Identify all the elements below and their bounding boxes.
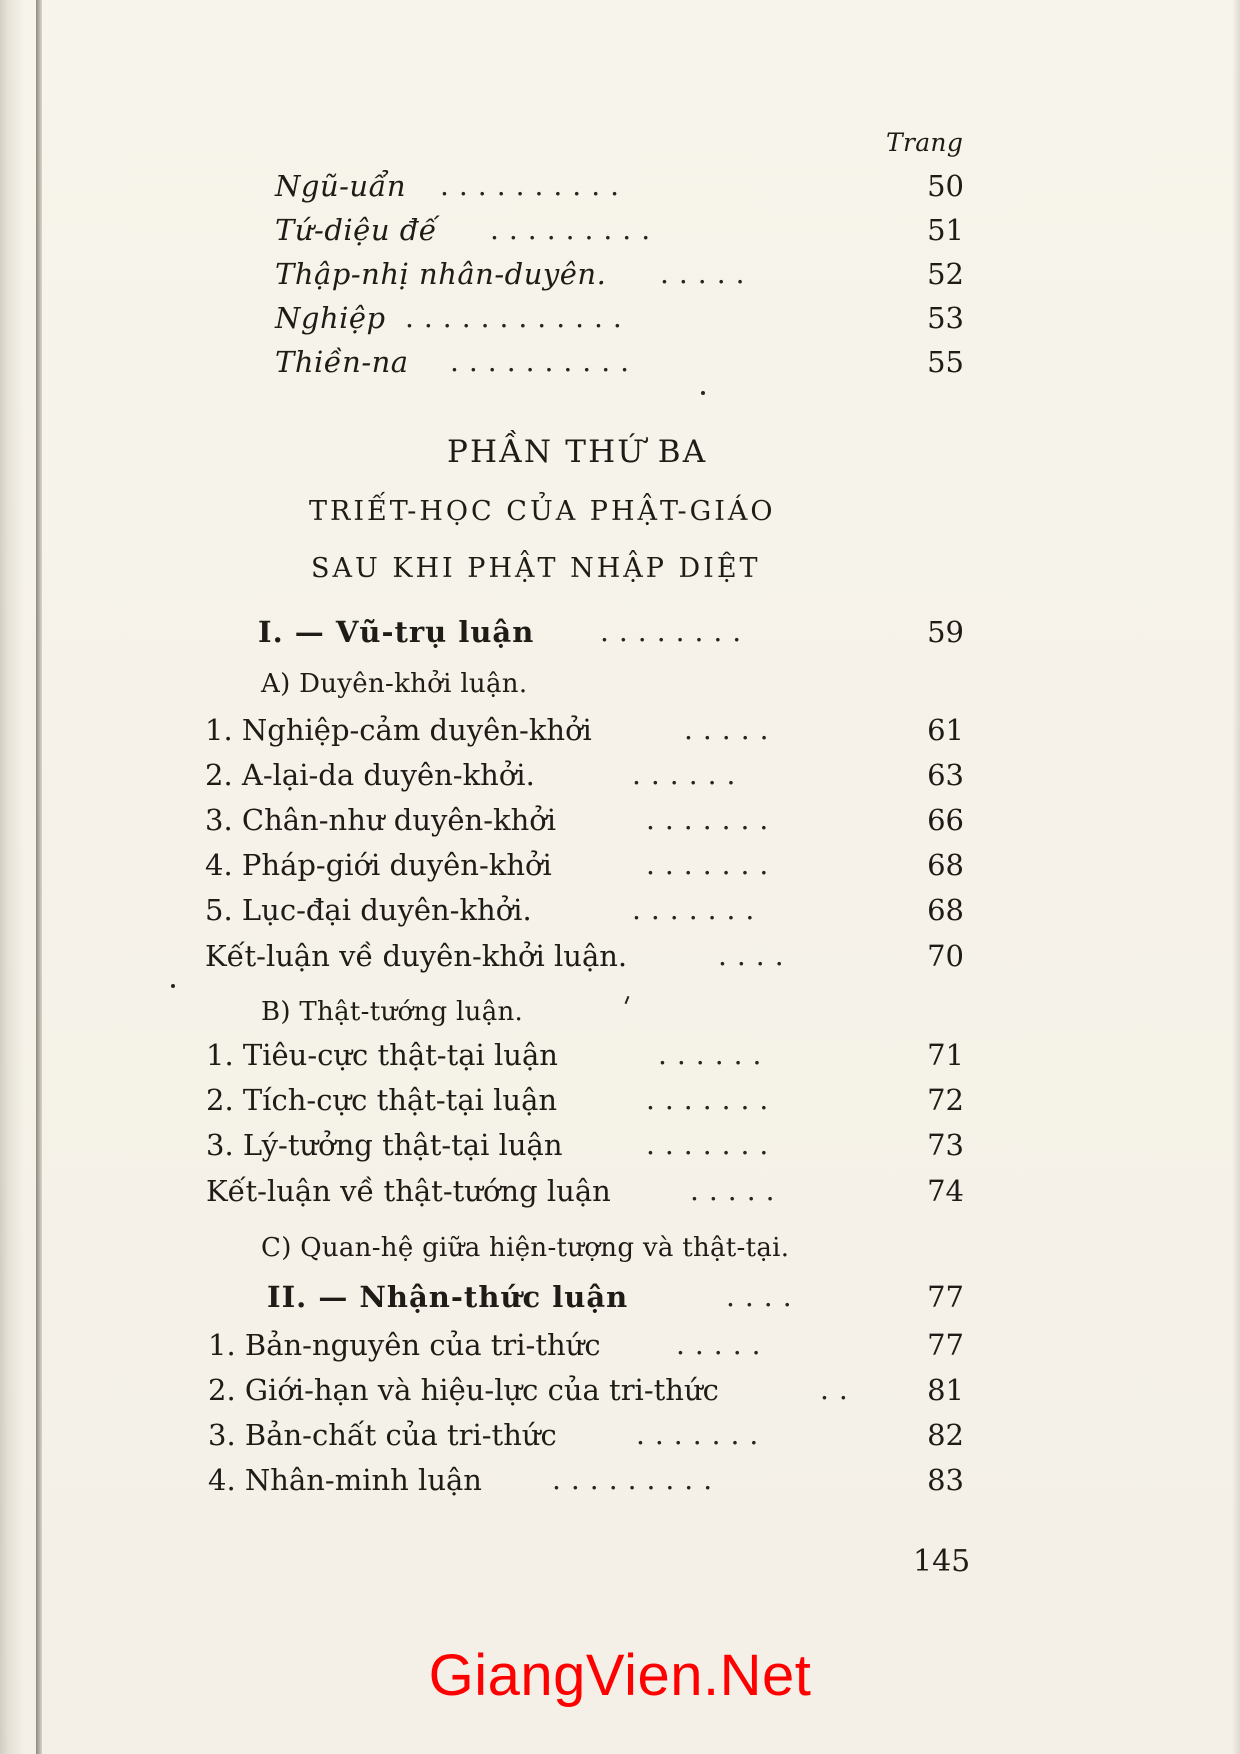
toc-entry-page: 50 — [927, 169, 964, 203]
subsection-c-label: C) Quan-hệ giữa hiện-tượng và thật-tại. — [261, 1233, 790, 1263]
toc-entry-page: 77 — [927, 1328, 964, 1362]
toc-entry-title: 1. Bản-nguyên của tri-thức — [208, 1328, 601, 1362]
toc-entry-list-a-conclusion — [0, 936, 1240, 976]
toc-entry-list-a-4 — [0, 845, 1240, 885]
watermark-text: GiangVien.Net — [428, 1643, 812, 1708]
toc-entry-page: 66 — [927, 803, 964, 837]
toc-entry-nghiep — [0, 298, 1240, 338]
toc-entry-page: 68 — [927, 893, 964, 927]
toc-entry-list-b-conclusion — [0, 1171, 1240, 1211]
toc-entry-leaders: ....... — [646, 848, 779, 881]
toc-entry-page: 70 — [927, 939, 964, 973]
toc-entry-title: 3. Bản-chất của tri-thức — [208, 1418, 557, 1452]
toc-entry-list-a-3 — [0, 800, 1240, 840]
section-title-line-2: SAU KHI PHẬT NHẬP DIỆT — [311, 553, 761, 584]
toc-entry-page: 74 — [927, 1174, 964, 1208]
toc-entry-title: Kết-luận về thật-tướng luận — [206, 1174, 611, 1208]
toc-entry-list-2-1 — [0, 1325, 1240, 1365]
toc-entry-leaders: ..... — [690, 1174, 785, 1207]
toc-entry-list-a-2 — [0, 755, 1240, 795]
toc-entry-title: 3. Chân-như duyên-khởi — [205, 803, 557, 837]
section-title-line-1: TRIẾT-HỌC CỦA PHẬT-GIÁO — [309, 496, 776, 527]
toc-entry-title: 4. Nhân-minh luận — [208, 1463, 482, 1497]
toc-entry-title: 1. Tiêu-cực thật-tại luận — [206, 1038, 558, 1072]
toc-entry-page: 68 — [927, 848, 964, 882]
toc-entry-page: 53 — [927, 301, 964, 335]
chapter-entry-leaders: .... — [726, 1280, 802, 1313]
print-speck — [701, 391, 705, 395]
toc-entry-page: 72 — [927, 1083, 964, 1117]
toc-entry-list-b-1 — [0, 1035, 1240, 1075]
toc-entry-page: 83 — [927, 1463, 964, 1497]
toc-entry-leaders: ....... — [646, 1128, 779, 1161]
toc-entry-leaders: ....... — [646, 803, 779, 836]
toc-entry-page: 71 — [927, 1038, 964, 1072]
page-column-label: Trang — [886, 128, 964, 157]
print-speck — [171, 984, 175, 988]
toc-entry-list-a-1 — [0, 710, 1240, 750]
toc-entry-page: 51 — [927, 213, 964, 247]
toc-entry-leaders: ......... — [490, 213, 661, 246]
toc-entry-page: 73 — [927, 1128, 964, 1162]
chapter-entry-page: 59 — [927, 615, 964, 649]
toc-entry-title: Thiền-na — [275, 345, 409, 379]
toc-entry-leaders: ............ — [405, 301, 632, 334]
toc-entry-title: Ngũ-uẩn — [275, 169, 407, 203]
toc-entry-ngu-uan — [0, 166, 1240, 206]
toc-entry-list-2-2 — [0, 1370, 1240, 1410]
part-heading: PHẦN THỨ BA — [447, 434, 708, 470]
toc-entry-tu-dieu-de — [0, 210, 1240, 250]
toc-entry-page: 61 — [927, 713, 964, 747]
toc-entry-title: Tứ-diệu đế — [275, 213, 438, 247]
toc-entry-leaders: ..... — [676, 1328, 771, 1361]
toc-entry-title: 1. Nghiệp-cảm duyên-khởi — [205, 713, 592, 747]
toc-entry-leaders: .. — [820, 1373, 858, 1406]
toc-entry-leaders: .......... — [450, 345, 640, 378]
toc-entry-title: 5. Lục-đại duyên-khởi. — [205, 893, 532, 927]
toc-entry-leaders: .... — [718, 939, 794, 972]
chapter-entry-page: 77 — [927, 1280, 964, 1314]
toc-entry-page: 81 — [927, 1373, 964, 1407]
toc-entry-title: Nghiệp — [275, 301, 386, 335]
toc-entry-list-2-3 — [0, 1415, 1240, 1455]
subsection-a-label: A) Duyên-khởi luận. — [261, 669, 528, 699]
chapter-entry-leaders: ........ — [600, 615, 752, 648]
toc-entry-thien-na — [0, 342, 1240, 382]
toc-entry-title: 4. Pháp-giới duyên-khởi — [205, 848, 552, 882]
chapter-entry-title: I. — Vũ-trụ luận — [258, 615, 535, 649]
print-mark — [625, 996, 630, 1004]
toc-entry-title: 2. A-lại-da duyên-khởi. — [205, 758, 535, 792]
toc-entry-list-a-5 — [0, 890, 1240, 930]
toc-entry-leaders: ...... — [632, 758, 746, 791]
chapter-entry-title: II. — Nhận-thức luận — [267, 1280, 629, 1314]
toc-entry-title: 2. Tích-cực thật-tại luận — [206, 1083, 558, 1117]
chapter-entry-vu-tru-luan — [0, 612, 1240, 652]
toc-entry-page: 52 — [927, 257, 964, 291]
toc-entry-leaders: ....... — [636, 1418, 769, 1451]
toc-entry-thap-nhi-nhan-duyen — [0, 254, 1240, 294]
toc-entry-leaders: ..... — [684, 713, 779, 746]
toc-entry-leaders: .......... — [440, 169, 630, 202]
toc-entry-leaders: ......... — [552, 1463, 723, 1496]
subsection-b-label: B) Thật-tướng luận. — [261, 997, 524, 1027]
toc-entry-leaders: ..... — [660, 257, 755, 290]
toc-entry-page: 55 — [927, 345, 964, 379]
toc-entry-leaders: ....... — [646, 1083, 779, 1116]
toc-entry-leaders: ....... — [632, 893, 765, 926]
toc-entry-page: 82 — [927, 1418, 964, 1452]
toc-entry-title: Kết-luận về duyên-khởi luận. — [205, 939, 628, 973]
toc-entry-leaders: ...... — [658, 1038, 772, 1071]
chapter-entry-nhan-thuc-luan — [0, 1277, 1240, 1317]
toc-entry-title: 3. Lý-tưởng thật-tại luận — [206, 1128, 563, 1162]
toc-entry-title: Thập-nhị nhân-duyên. — [275, 257, 607, 291]
toc-entry-list-b-2 — [0, 1080, 1240, 1120]
page-number: 145 — [913, 1544, 971, 1579]
toc-entry-title: 2. Giới-hạn và hiệu-lực của tri-thức — [208, 1373, 719, 1407]
toc-entry-list-2-4 — [0, 1460, 1240, 1500]
toc-entry-page: 63 — [927, 758, 964, 792]
toc-entry-list-b-3 — [0, 1125, 1240, 1165]
